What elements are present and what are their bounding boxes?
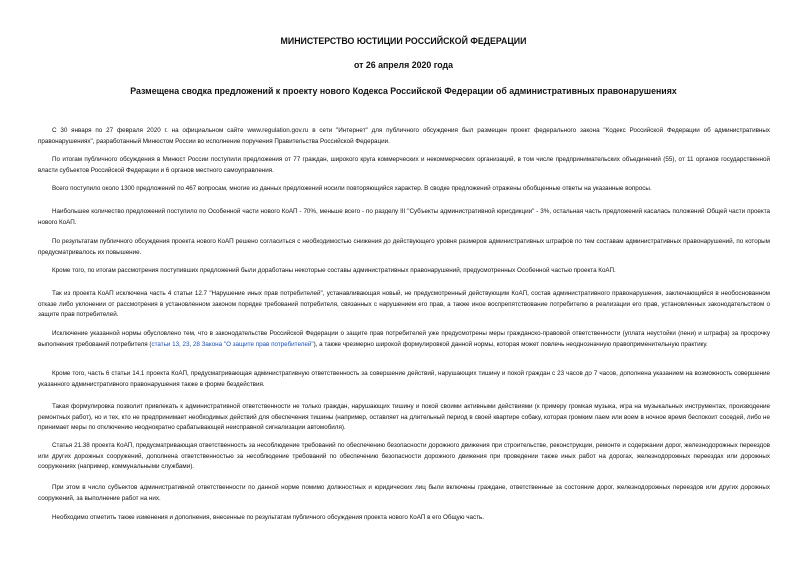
ministry-heading: МИНИСТЕРСТВО ЮСТИЦИИ РОССИЙСКОЙ ФЕДЕРАЦИИ bbox=[280, 36, 527, 46]
paragraph-8-text-after: ), а также чрезмерно широкой формулировкой данной нормы, которая может повлечь неоднозначную правоприменительную практику. bbox=[313, 340, 708, 348]
paragraph-8 bbox=[38, 329, 770, 350]
paragraph-3: Всего поступило около 1300 предложений по 467 вопросам, многие из данных предложений носили повторяющийся характер. В сводке предложений отражены обобщенные ответы на указанные вопросы. bbox=[52, 185, 652, 192]
paragraph-6: Кроме того, по итогам рассмотрения поступивших предложений были доработаны некоторые составы административных правонарушений, предусмотренных Особенной частью проекта КоАП. bbox=[52, 267, 616, 274]
paragraph-5: По результатам публичного обсуждения проекта нового КоАП решено согласиться с необходимостью снижения до действующего уровня размеров административных штрафов по тем составам административных правонарушений, по которым предусматривалось их повышение. bbox=[38, 238, 770, 256]
paragraph-2: По итогам публичного обсуждения в Минюст России поступили предложения от 77 граждан, широкого круга коммерческих и некоммерческих организаций, в том числе предпринимательских объединений (55), от 11 органов государственной власти субъектов Российской Федерации и 6 органов местного самоуправления. bbox=[38, 156, 770, 174]
paragraph-4: Наибольшее количество предложений поступило по Особенной части нового КоАП - 70%, меньше всего - по разделу III "Субъекты административной юрисдикции" - 3%, остальная часть предложений касалась положений Общей части проекта нового КоАП. bbox=[38, 208, 770, 226]
document-date: от 26 апреля 2020 года bbox=[353, 60, 454, 70]
paragraph-10: Такая формулировка позволит привлекать к административной ответственности не только граждан, нарушающих тишину и покой своими активными действиями (к примеру громкая музыка, игра на музыкальных инструментах, производение ремонтных работ), но и тех, кто не предпринимает необходимых действий для обеспечения тишины (например, оставляет на длительный период в своей квартире собаку, которая громким лаем или воем в ночное время беспокоит соседей, либо не принимает меры по отключению неоднократно срабатывающей неисправной сигнализации автомобиля). bbox=[38, 403, 770, 431]
paragraph-7: Так из проекта КоАП исключена часть 4 статьи 12.7 "Нарушение иных прав потребителей", устанавливающая новый, не предусмотренный действующим КоАП, состав административного правонарушения, заключающийся в необоснованном отказе либо уклонении от рассмотрения в установленном законом порядке требований потребителя, связанных с нарушением его прав, а также иное воспрепятствование потребителю в реализации его прав, установленных законодательством о защите прав потребителей. bbox=[38, 290, 770, 318]
document-title: Размещена сводка предложений к проекту нового Кодекса Российской Федерации об административных правонарушениях bbox=[130, 86, 677, 96]
paragraph-8-text-before: Исключение указанной нормы обусловлено тем, что в законодательстве Российской Федерации о защите прав потребителей уже предусмотрены меры гражданско-правовой ответственности (уплата неустойки (пени) и штрафа) за просрочку выполнения требований потребителя ( bbox=[38, 330, 770, 348]
paragraph-12: При этом в число субъектов административной ответственности по данной норме помимо должностных и юридических лиц были включены граждане, ответственные за состояние дорог, железнодорожных переездов или других дорожных сооружений, за выполнение работ на них. bbox=[38, 484, 770, 502]
paragraph-13: Необходимо отметить также изменения и дополнения, внесенные по результатам публичного обсуждения проекта нового КоАП в его Общую часть. bbox=[52, 514, 484, 521]
consumer-protection-law-link[interactable]: статьи 13, 23, 28 Закона "О защите прав потребителей" bbox=[151, 340, 314, 348]
paragraph-9: Кроме того, часть 6 статьи 14.1 проекта КоАП, предусматривающая административную ответственность за совершение действий, нарушающих тишину и покой граждан с 23 часов до 7 часов, дополнена указанием на возможность совершение указанного административного правонарушения также в форме бездействия. bbox=[38, 370, 770, 388]
paragraph-11: Статья 21.38 проекта КоАП, предусматривающая ответственность за несоблюдение требований по обеспечению безопасности дорожного движения при строительстве, реконструкции, ремонте и содержании дорог, железнодорожных переездов или других дорожных сооружений, дополнена ответственностью за несоблюдение требований по обеспечению безопасности дорожного движения при проведении также иных работ на дорогах, железнодорожных переездах или дорожных сооружениях (например, коммунальными службами). bbox=[38, 442, 770, 470]
paragraph-1: С 30 января по 27 февраля 2020 г. на официальном сайте www.regulation.gov.ru в сети "Интернет" для публичного обсуждения был размещен проект федерального закона "Кодекс Российской Федерации об административных правонарушениях", разработанный Минюстом России во исполнение поручения Правительства Российской Федерации. bbox=[38, 127, 770, 145]
